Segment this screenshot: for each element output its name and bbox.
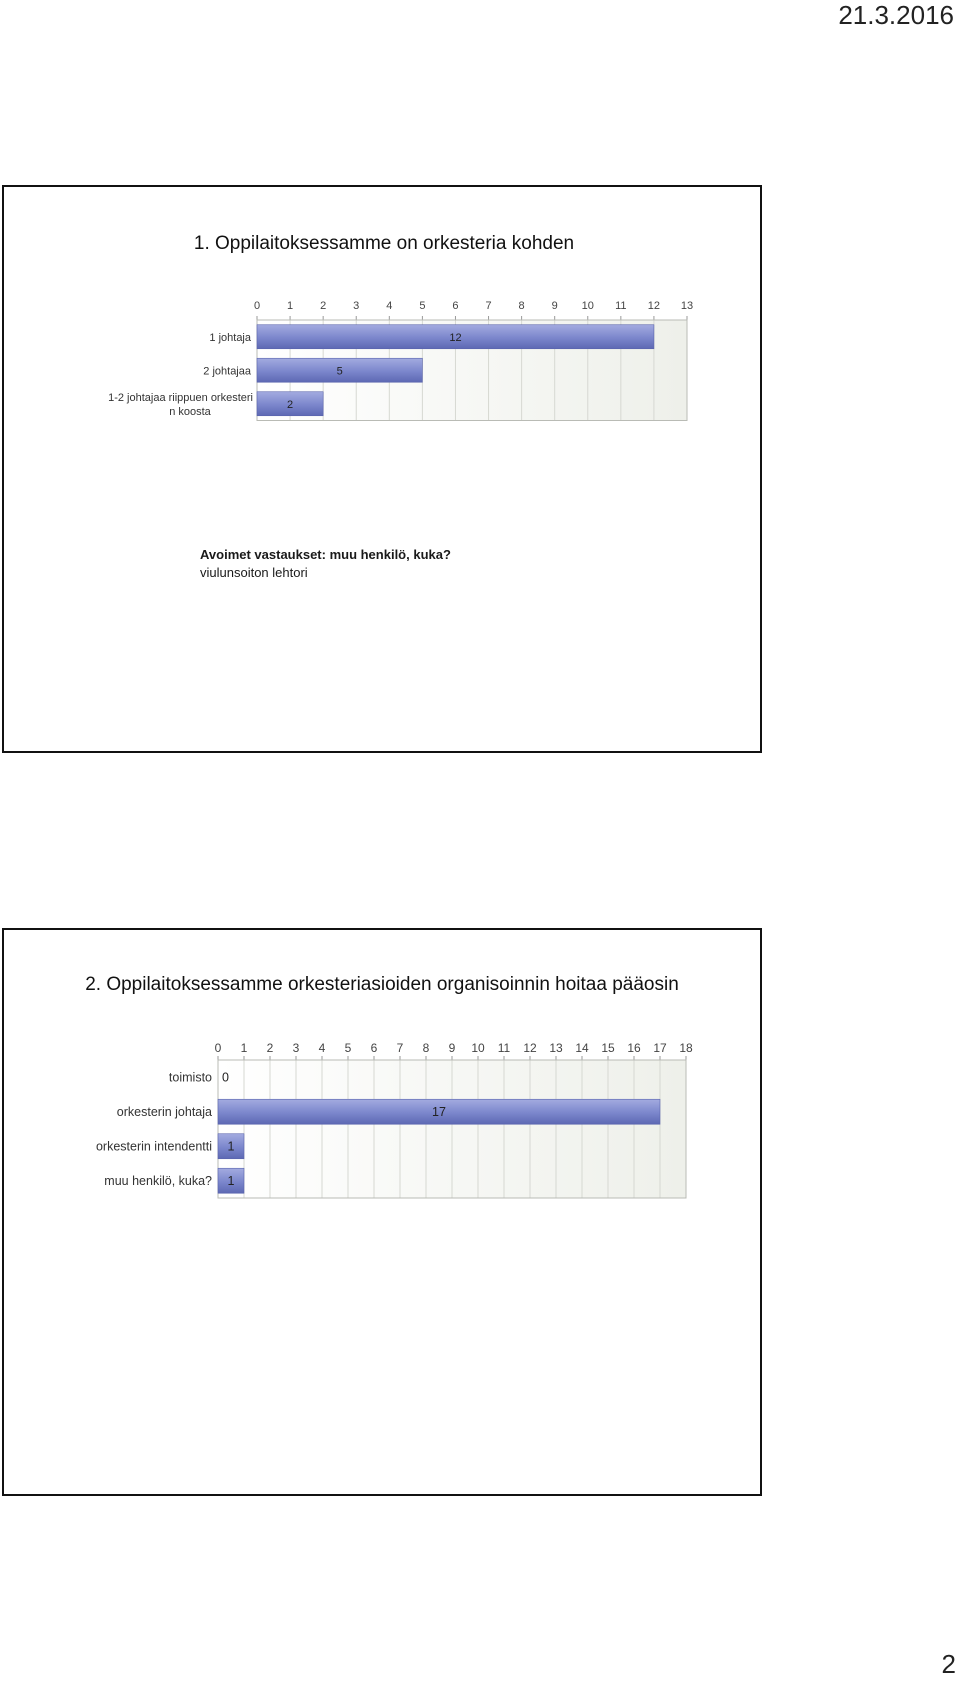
- chart-2-tick-label: 0: [214, 1041, 222, 1055]
- chart-1-category-label: 1 johtaja: [209, 331, 251, 344]
- chart-2-category-label: muu henkilö, kuka?: [104, 1173, 212, 1188]
- chart-2-tick-label: 2: [266, 1041, 274, 1055]
- chart-1-tick-label: 11: [615, 300, 627, 312]
- chart-2-tick-label: 9: [448, 1041, 456, 1055]
- chart-1-data-label: 12: [449, 331, 462, 344]
- chart-2-category-label: orkesterin johtaja: [116, 1104, 212, 1119]
- chart-2-tick-label: 3: [292, 1041, 300, 1055]
- slide-1-title: 1. Oppilaitoksessamme on orkesteria kohden: [193, 233, 575, 254]
- chart-2-tick-label: 6: [370, 1041, 378, 1055]
- chart-2-tick-label: 4: [318, 1041, 326, 1055]
- chart-1-tick-label: 4: [386, 300, 393, 312]
- chart-1-tick-label: 1: [287, 300, 294, 312]
- chart-1-tick-label: 10: [581, 300, 594, 312]
- chart-1-tick-label: 7: [485, 300, 492, 312]
- chart-2-tick-label: 15: [601, 1041, 615, 1055]
- chart-2-category-label: toimisto: [168, 1070, 212, 1085]
- chart-2-tick-label: 1: [240, 1041, 248, 1055]
- open-answers: [200, 547, 451, 580]
- chart-2: [4, 930, 760, 1230]
- chart-1-category-label: 2 johtajaa: [203, 365, 251, 378]
- chart-1-tick-label: 5: [419, 300, 426, 312]
- chart-2-tick-label: 14: [575, 1041, 589, 1055]
- chart-2-tick-label: 12: [523, 1041, 537, 1055]
- chart-1-tick-label: 8: [518, 300, 525, 312]
- open-answers-heading: Avoimet vastaukset: muu henkilö, kuka?: [200, 547, 451, 562]
- chart-2-tick-label: 5: [344, 1041, 352, 1055]
- slide-2: [2, 928, 762, 1496]
- chart-1-category-label: [108, 392, 253, 418]
- page-date: 21.3.2016: [838, 0, 954, 30]
- chart-1-tick-label: 12: [647, 300, 661, 312]
- chart-2-tick-label: 10: [471, 1041, 485, 1055]
- slide-2-title: 2. Oppilaitoksessamme orkesteriasioiden organisoinnin hoitaa pääosin: [85, 974, 679, 995]
- chart-1-category-label-line: n koosta: [169, 405, 211, 418]
- chart-2-data-label: 17: [432, 1104, 446, 1119]
- chart-1-tick-label: 2: [320, 300, 327, 312]
- chart-1-data-label: 5: [336, 365, 343, 378]
- chart-2-data-label: 0: [222, 1070, 229, 1085]
- chart-2-category-label: orkesterin intendentti: [95, 1139, 212, 1154]
- chart-1-tick-label: 9: [551, 300, 558, 312]
- page-number: 2: [941, 1649, 956, 1679]
- chart-1-tick-label: 6: [452, 300, 459, 312]
- chart-2-tick-label: 8: [422, 1041, 430, 1055]
- chart-1-tick-label: 0: [253, 300, 261, 312]
- chart-2-tick-label: 7: [396, 1041, 404, 1055]
- chart-2-tick-label: 17: [653, 1041, 667, 1055]
- chart-2-data-label: 1: [227, 1139, 235, 1154]
- chart-1: [4, 187, 760, 487]
- chart-2-data-label: 1: [227, 1173, 235, 1188]
- chart-2-tick-label: 16: [627, 1041, 641, 1055]
- open-answers-text: viulunsoiton lehtori: [200, 565, 308, 580]
- chart-1-tick-label: 3: [353, 300, 360, 312]
- chart-2-tick-label: 11: [497, 1041, 511, 1055]
- chart-2-tick-label: 18: [679, 1041, 693, 1055]
- slide-1: [2, 185, 762, 753]
- chart-1-category-label-line: 1-2 johtajaa riippuen orkesteri: [108, 391, 253, 404]
- chart-1-data-label: 2: [287, 398, 294, 411]
- chart-1-tick-label: 13: [680, 300, 694, 312]
- chart-2-tick-label: 13: [549, 1041, 563, 1055]
